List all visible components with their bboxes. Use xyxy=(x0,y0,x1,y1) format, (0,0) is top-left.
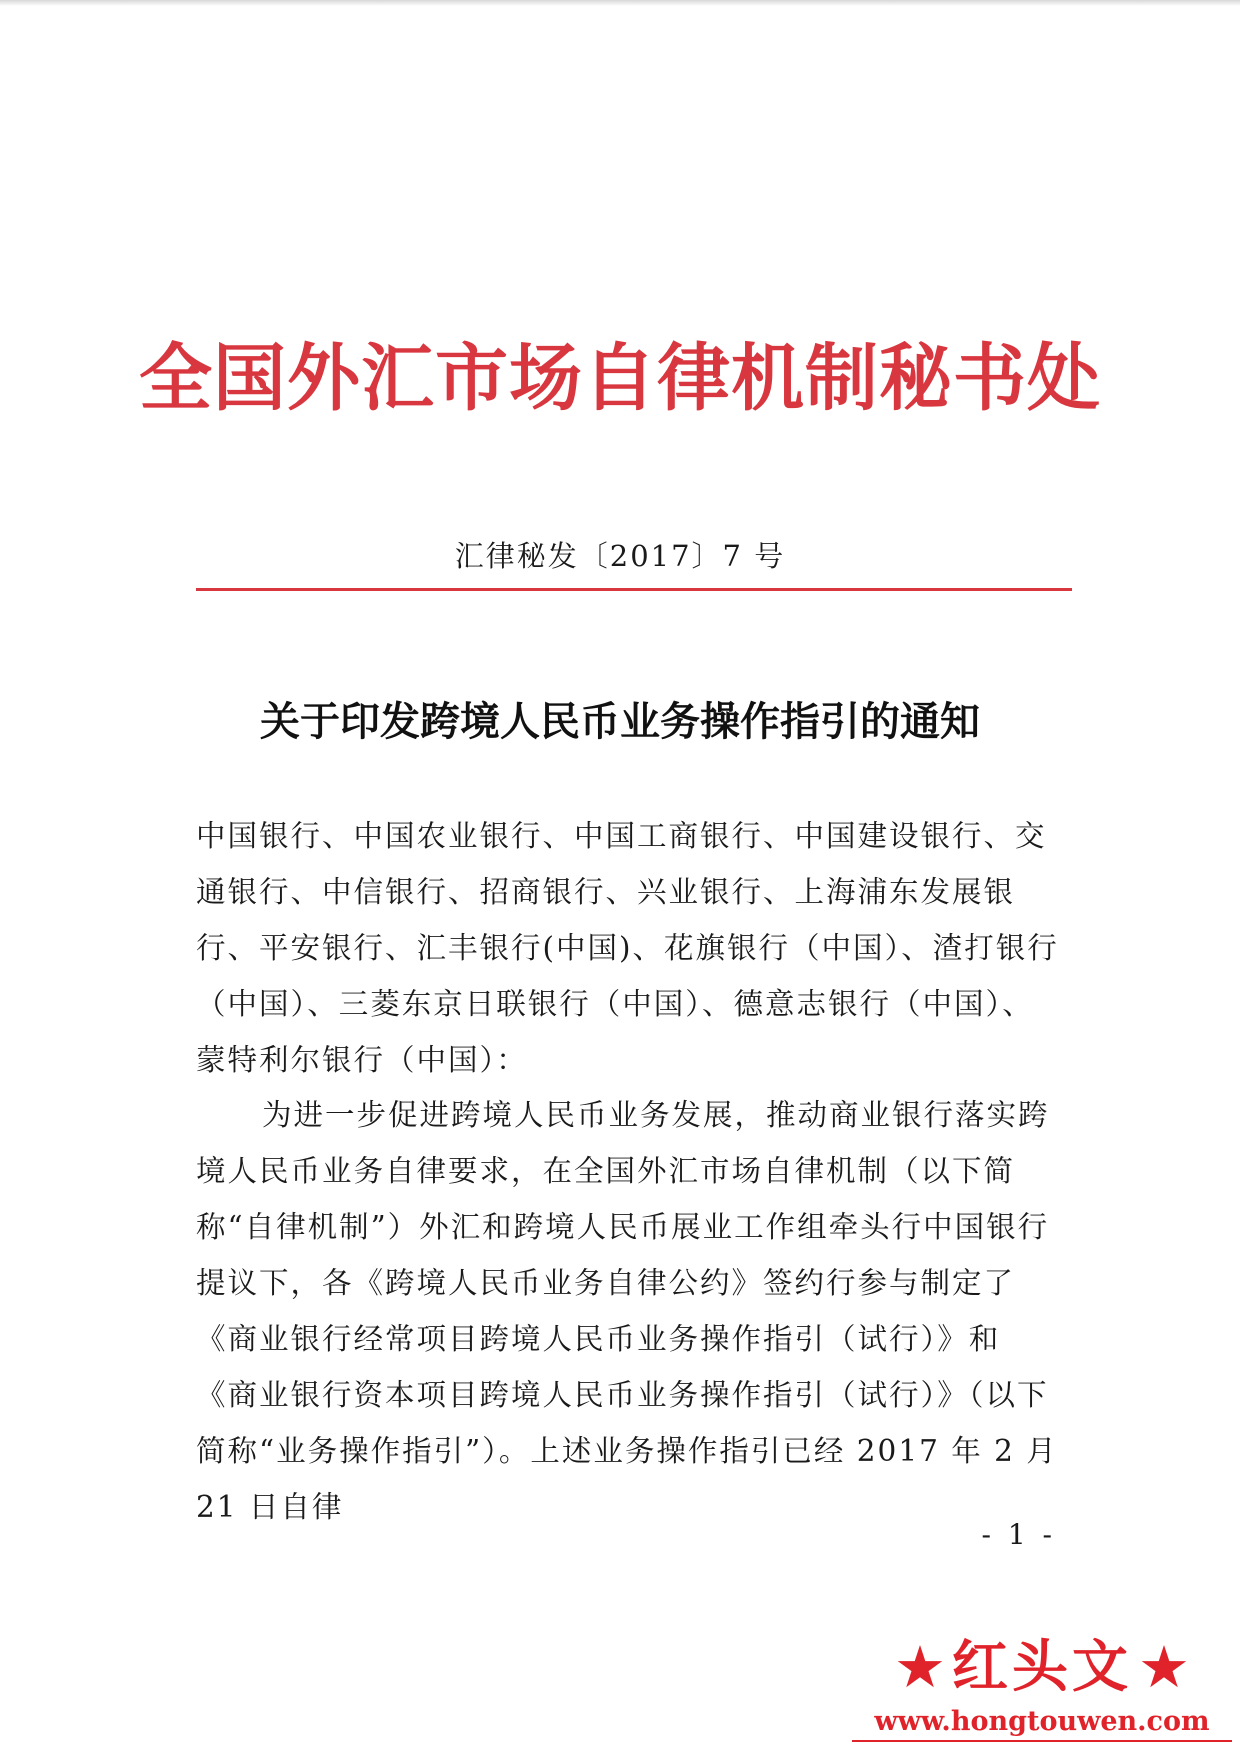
issuer-masthead: 全国外汇市场自律机制秘书处 xyxy=(139,335,1101,421)
red-divider-line xyxy=(196,588,1072,591)
salutation-recipients: 中国银行、中国农业银行、中国工商银行、中国建设银行、交通银行、中信银行、招商银行、兴业银行、上海浦东发展银行、平安银行、汇丰银行(中国)、花旗银行（中国）、渣打银行（中国）、三菱东京日联银行（中国）、德意志银行（中国）、蒙特利尔银行（中国）： xyxy=(196,819,1059,1077)
star-icon: ★ xyxy=(1138,1633,1190,1701)
document-title: 关于印发跨境人民币业务操作指引的通知 xyxy=(260,699,980,745)
document-number: 汇律秘发〔2017〕7 号 xyxy=(454,539,786,573)
star-icon: ★ xyxy=(894,1633,946,1701)
scan-edge xyxy=(0,0,1240,6)
watermark-title-row xyxy=(844,1632,1240,1702)
watermark-url: www.hongtouwen.com xyxy=(874,1706,1210,1737)
watermark-logo xyxy=(844,1632,1240,1754)
body-paragraph: 为进一步促进跨境人民币业务发展，推动商业银行落实跨境人民币业务自律要求，在全国外汇市场自律机制（以下简称“自律机制”）外汇和跨境人民币展业工作组牵头行中国银行提议下，各《跨境人民币业务自律公约》签约行参与制定了《商业银行经常项目跨境人民币业务操作指引（试行）》和《商业银行资本项目跨境人民币业务操作指引（试行）》（以下简称“业务操作指引”）。上述业务操作指引已经 2017 年 2 月 21 日自律 xyxy=(196,1098,1058,1524)
watermark-underline xyxy=(852,1740,1232,1742)
watermark-name: 红头文 xyxy=(952,1634,1132,1700)
page-number: - 1 - xyxy=(981,1518,1056,1551)
